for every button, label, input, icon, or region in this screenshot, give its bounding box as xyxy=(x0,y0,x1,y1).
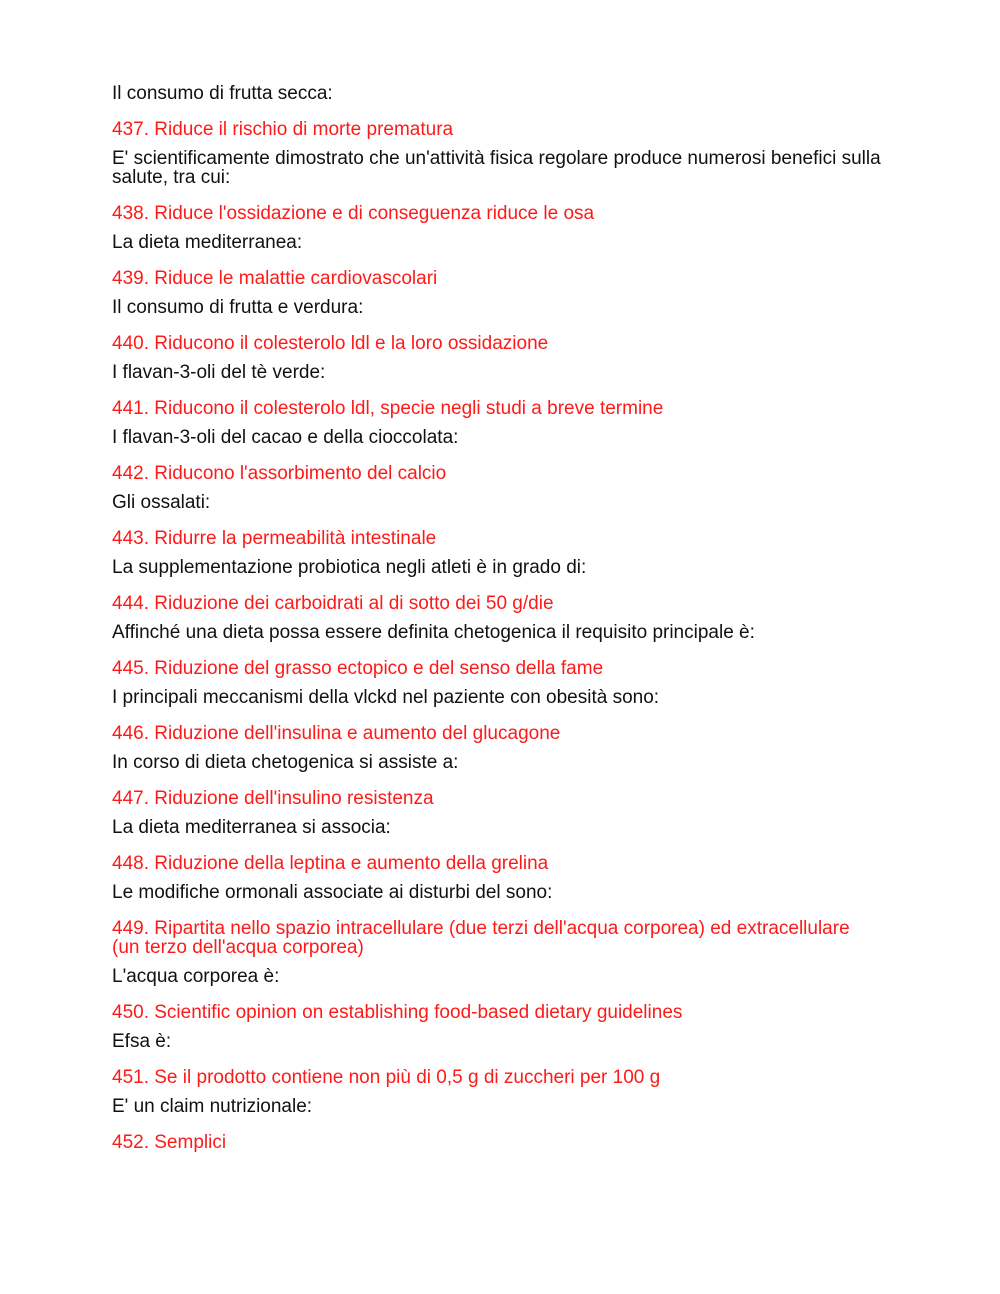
answer-text: 448. Riduzione della leptina e aumento della grelina xyxy=(112,853,549,874)
question-text: In corso di dieta chetogenica si assiste a: xyxy=(112,752,459,773)
question-text: La dieta mediterranea: xyxy=(112,232,303,253)
answer-text: 442. Riducono l'assorbimento del calcio xyxy=(112,463,447,484)
answer-text: 450. Scientific opinion on establishing food-based dietary guidelines xyxy=(112,1002,683,1023)
answer-text: 444. Riduzione dei carboidrati al di sotto dei 50 g/die xyxy=(112,593,554,614)
answer-text: 452. Semplici xyxy=(112,1132,227,1153)
question-text: Affinché una dieta possa essere definita chetogenica il requisito principale è: xyxy=(112,622,755,643)
answer-text: 443. Ridurre la permeabilità intestinale xyxy=(112,528,437,549)
question-text: L'acqua corporea è: xyxy=(112,966,280,987)
document-page xyxy=(112,84,882,1152)
question-text: La dieta mediterranea si associa: xyxy=(112,817,391,838)
answer-text: 439. Riduce le malattie cardiovascolari xyxy=(112,268,438,289)
answer-text: 437. Riduce il rischio di morte prematura xyxy=(112,119,454,140)
question-text: I flavan-3-oli del cacao e della cioccolata: xyxy=(112,427,459,448)
answer-text: 438. Riduce l'ossidazione e di conseguenza riduce le osa xyxy=(112,203,595,224)
answer-text: 445. Riduzione del grasso ectopico e del senso della fame xyxy=(112,658,604,679)
question-text: La supplementazione probiotica negli atleti è in grado di: xyxy=(112,557,587,578)
answer-text: 449. Ripartita nello spazio intracellulare (due terzi dell'acqua corporea) ed extracellulare (un terzo dell'acqua corporea) xyxy=(112,918,850,958)
question-text: E' scientificamente dimostrato che un'attività fisica regolare produce numerosi benefici sulla salute, tra cui: xyxy=(112,148,881,188)
question-text: Il consumo di frutta e verdura: xyxy=(112,297,364,318)
question-text: Il consumo di frutta secca: xyxy=(112,83,333,104)
question-text: Efsa è: xyxy=(112,1031,172,1052)
answer-text: 440. Riducono il colesterolo ldl e la loro ossidazione xyxy=(112,333,549,354)
question-text: I flavan-3-oli del tè verde: xyxy=(112,362,326,383)
question-text: Gli ossalati: xyxy=(112,492,211,513)
question-text: E' un claim nutrizionale: xyxy=(112,1096,313,1117)
question-text: Le modifiche ormonali associate ai disturbi del sono: xyxy=(112,882,553,903)
answer-text: 451. Se il prodotto contiene non più di 0,5 g di zuccheri per 100 g xyxy=(112,1067,661,1088)
answer-text: 446. Riduzione dell'insulina e aumento del glucagone xyxy=(112,723,561,744)
answer-text: 447. Riduzione dell'insulino resistenza xyxy=(112,788,434,809)
answer-text: 441. Riducono il colesterolo ldl, specie negli studi a breve termine xyxy=(112,398,664,419)
question-text: I principali meccanismi della vlckd nel paziente con obesità sono: xyxy=(112,687,660,708)
